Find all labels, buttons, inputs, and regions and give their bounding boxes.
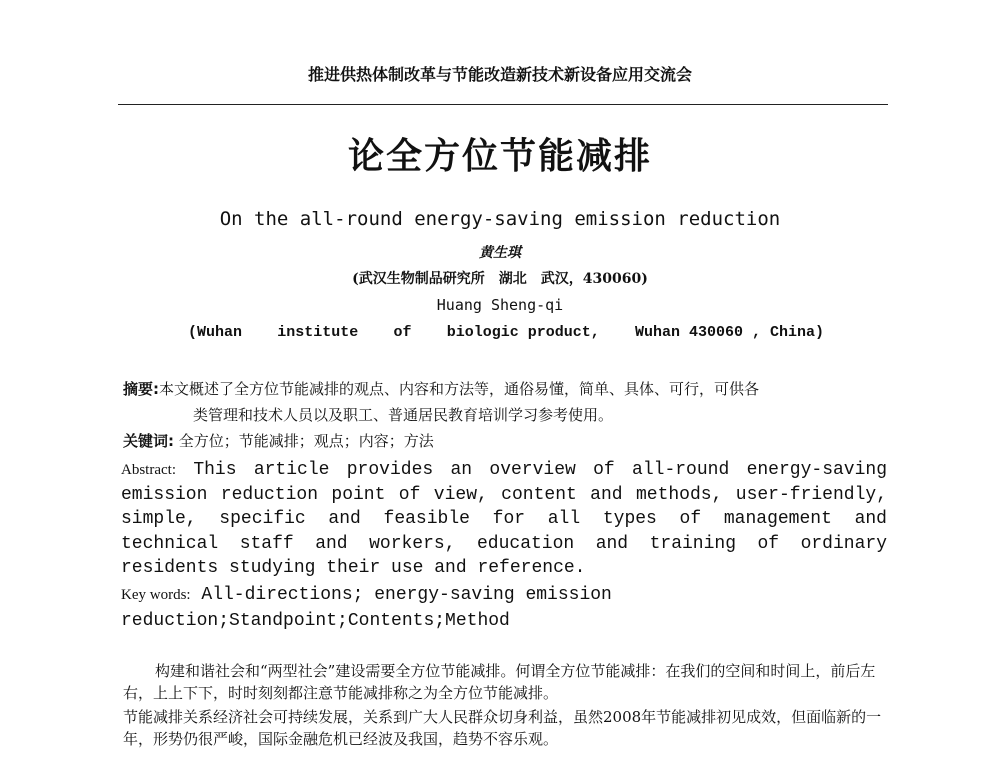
affiliation-en-part4: biologic product, xyxy=(446,324,600,341)
abstract-en-label: Abstract: xyxy=(121,462,176,478)
keywords-en xyxy=(121,582,887,634)
header-divider xyxy=(118,104,888,105)
keywords-cn-label: 关键词: xyxy=(123,432,174,450)
affiliation-en-part3: of xyxy=(393,324,412,341)
keywords-cn-text: 全方位；节能减排；观点；内容；方法 xyxy=(178,432,434,450)
keywords-en-label: Key words: xyxy=(121,587,191,603)
abstract-en xyxy=(121,458,887,581)
keywords-cn xyxy=(123,430,883,451)
abstract-en-text: This article provides an overview of all-round energy-saving emission reduction point of view, content and methods, user-friendly, simple, specific and feasible for all types of management and technical staff and workers, education and training of ordinary residents studying their use and reference. xyxy=(121,460,887,578)
affiliation-en xyxy=(188,324,824,341)
keywords-en-text1: All-directions; energy-saving emission xyxy=(201,585,612,605)
affiliation-en-part1: (Wuhan xyxy=(188,324,243,341)
abstract-cn-label: 摘要: xyxy=(123,380,159,398)
affiliation-en-part5: Wuhan 430060 , China) xyxy=(634,324,824,341)
abstract-cn-line2: 类管理和技术人员以及职工、普通居民教育培训学习参考使用。 xyxy=(193,406,614,424)
author-name-cn: 黄生琪 xyxy=(479,245,521,261)
keywords-en-text2: reduction;Standpoint;Contents;Method xyxy=(121,611,510,631)
abstract-cn xyxy=(123,376,883,428)
abstract-cn-line1: 本文概述了全方位节能减排的观点、内容和方法等，通俗易懂，简单、具体、可行，可供各 xyxy=(159,380,760,398)
affiliation-en-part2: institute xyxy=(277,324,359,341)
body-paragraph-2: 节能减排关系经济社会可持续发展，关系到广大人民群众切身利益，虽然2008年节能减排初见成效，但面临新的一年，形势仍很严峻，国际金融危机已经波及我国，趋势不容乐观。 xyxy=(123,708,882,748)
paper-title-en: On the all-round energy-saving emission reduction xyxy=(219,208,781,230)
body-paragraph-1: 构建和谐社会和“两型社会”建设需要全方位节能减排。何谓全方位节能减排：在我们的空间和时间上，前后左右，上上下下，时时刻刻都注意节能减排称之为全方位节能减排。 xyxy=(123,662,876,702)
affiliation-cn: (武汉生物制品研究所 湖北 武汉，430060) xyxy=(352,271,648,287)
conference-header: 推进供热体制改革与节能改造新技术新设备应用交流会 xyxy=(307,65,692,84)
paper-title-cn: 论全方位节能减排 xyxy=(347,136,652,177)
author-name-en: Huang Sheng-qi xyxy=(436,296,564,314)
